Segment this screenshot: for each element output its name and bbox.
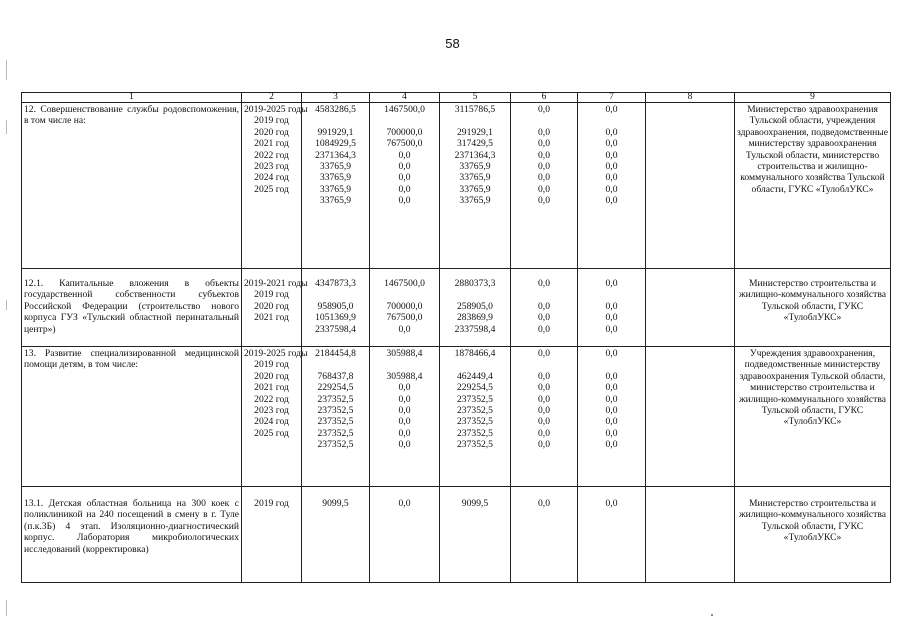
amount-cell-c7 xyxy=(578,269,646,347)
amount-value: 237352,5 xyxy=(457,416,493,428)
amount-value: 0,0 xyxy=(538,323,550,335)
amount-value: 0,0 xyxy=(605,498,618,509)
amount-value: 237352,5 xyxy=(317,393,354,405)
amount-value: 0,0 xyxy=(538,498,550,509)
amount-value: 0,0 xyxy=(605,300,618,312)
row-title: 13.1. Детская областная больница на 300 коек с поликлиникой на 240 посещений в смену в г. Туле (п.к.3Б) 4 этап. Изоляционно-диагностический корпус. Лаборатория микробиологических исследований (корректировка) xyxy=(22,487,242,583)
amount-value: 33765,9 xyxy=(459,195,491,207)
amount-value: 0,0 xyxy=(605,427,618,439)
amount-value: 0,0 xyxy=(538,161,550,173)
period-label: 2023 год xyxy=(254,161,289,173)
amount-value: 0,0 xyxy=(538,312,550,324)
amount-value: 3115786,5 xyxy=(454,104,496,115)
amount-value: 0,0 xyxy=(605,405,618,417)
table-row xyxy=(22,487,891,583)
amount-value: 2337598,4 xyxy=(315,323,356,335)
amount-value xyxy=(372,289,437,300)
amount-value: 9099,5 xyxy=(322,498,349,509)
amount-value: 4583286,5 xyxy=(315,104,356,115)
amount-value: 33765,9 xyxy=(459,183,491,195)
amount-value: 0,0 xyxy=(398,427,411,439)
amount-value: 33765,9 xyxy=(459,172,491,184)
column-number: 1 xyxy=(22,93,242,103)
amount-value xyxy=(513,359,575,370)
amount-value: 0,0 xyxy=(538,195,550,207)
amount-value: 0,0 xyxy=(605,323,618,335)
amount-value xyxy=(580,115,643,126)
amount-value: 0,0 xyxy=(398,405,411,417)
table-row xyxy=(22,269,891,347)
amount-value xyxy=(304,289,367,300)
executor-cell: Министерство строительства и жилищно-коммунального хозяйства Тульской области, ГУКС «ТулоблУКС» xyxy=(735,269,891,347)
amount-value: 0,0 xyxy=(538,278,550,289)
amount-value: 33765,9 xyxy=(319,161,352,173)
period-label: 2019 год xyxy=(254,289,289,301)
amount-value: 0,0 xyxy=(398,161,411,173)
amount-value: 1878466,4 xyxy=(454,348,496,359)
amount-cell-c4 xyxy=(370,269,440,347)
amount-value: 0,0 xyxy=(398,172,411,184)
period-label: 2021 год xyxy=(254,138,289,150)
amount-value xyxy=(304,115,367,126)
amount-value: 0,0 xyxy=(398,183,411,195)
amount-cell-c7 xyxy=(578,347,646,487)
amount-cell-c6 xyxy=(511,347,578,487)
amount-value: 0,0 xyxy=(538,183,550,195)
amount-cell-c4 xyxy=(370,103,440,269)
amount-value xyxy=(513,115,575,126)
amount-value: 0,0 xyxy=(605,348,618,359)
margin-mark xyxy=(6,300,7,310)
column-number: 2 xyxy=(242,93,302,103)
table-row xyxy=(22,347,891,487)
amount-value: 229254,5 xyxy=(317,382,354,394)
amount-value: 767500,0 xyxy=(386,138,423,150)
amount-cell-c5 xyxy=(440,347,511,487)
amount-value: 258905,0 xyxy=(457,300,493,312)
amount-value: 0,0 xyxy=(538,439,550,451)
amount-value: 237352,5 xyxy=(457,439,493,451)
amount-cell-c3 xyxy=(302,269,370,347)
period-label: 2020 год xyxy=(254,370,289,382)
period-label: 2019-2025 годы xyxy=(244,104,308,115)
amount-value: 2337598,4 xyxy=(454,323,496,335)
amount-value: 0,0 xyxy=(605,382,618,394)
amount-value: 1467500,0 xyxy=(384,278,425,289)
amount-value: 1467500,0 xyxy=(384,104,425,115)
amount-cell-c8 xyxy=(646,487,735,583)
amount-value xyxy=(372,359,437,370)
period-cell xyxy=(242,103,308,269)
period-label: 2025 год xyxy=(254,427,289,439)
amount-cell-c4 xyxy=(370,347,440,487)
amount-value xyxy=(442,289,508,300)
period-cell xyxy=(242,269,308,347)
amount-value: 0,0 xyxy=(605,104,618,115)
amount-value: 0,0 xyxy=(605,161,618,173)
amount-value: 33765,9 xyxy=(459,161,491,173)
executor-cell: Учреждения здравоохранения, подведомственные министерству здравоохранения Тульской области, министерство строительства и жилищно-коммунального хозяйства Тульской области, ГУКС «ТулоблУКС» xyxy=(735,347,891,487)
amount-cell-c6 xyxy=(511,487,578,583)
amount-value: 0,0 xyxy=(538,405,550,417)
column-number: 6 xyxy=(511,93,578,103)
margin-mark xyxy=(6,60,7,80)
amount-value: 1051369,9 xyxy=(315,312,356,324)
amount-value: 768437,8 xyxy=(317,370,354,382)
amount-value: 305988,4 xyxy=(386,348,423,359)
amount-cell-c7 xyxy=(578,103,646,269)
amount-cell-c6 xyxy=(511,103,578,269)
amount-value: 0,0 xyxy=(398,149,411,161)
column-number: 4 xyxy=(370,93,440,103)
amount-value: 0,0 xyxy=(398,195,411,207)
amount-value: 0,0 xyxy=(538,149,550,161)
amount-cell-c8 xyxy=(646,103,735,269)
amount-value: 33765,9 xyxy=(319,195,352,207)
amount-cell-c5 xyxy=(440,269,511,347)
amount-value: 237352,5 xyxy=(457,393,493,405)
amount-value: 0,0 xyxy=(605,278,618,289)
amount-value: 237352,5 xyxy=(317,439,354,451)
scan-speck xyxy=(711,614,713,616)
margin-mark xyxy=(6,120,7,134)
amount-value: 283869,9 xyxy=(457,312,493,324)
amount-value: 0,0 xyxy=(398,416,411,428)
period-label: 2019 год xyxy=(254,359,289,371)
amount-value: 0,0 xyxy=(605,138,618,150)
amount-cell-c6 xyxy=(511,269,578,347)
margin-mark xyxy=(6,600,7,616)
amount-value: 2184454,8 xyxy=(315,348,356,359)
amount-value: 0,0 xyxy=(538,104,550,115)
amount-cell-c3 xyxy=(302,487,370,583)
amount-value: 2371364,3 xyxy=(315,149,356,161)
amount-value xyxy=(442,115,508,126)
amount-value: 291929,1 xyxy=(457,126,493,138)
executor-cell: Министерство здравоохранения Тульской области, учреждения здравоохранения, подведомственные министерству здравоохранения Тульской области, министерство строительства и жилищно-коммунального хозяйства Тульской области, ГУКС «ТулоблУКС» xyxy=(735,103,891,269)
period-label: 2024 год xyxy=(254,416,289,428)
page-number: 58 xyxy=(445,36,460,51)
amount-value: 0,0 xyxy=(605,439,618,451)
amount-value: 237352,5 xyxy=(457,427,493,439)
amount-value: 0,0 xyxy=(605,149,618,161)
amount-value: 237352,5 xyxy=(317,427,354,439)
amount-value: 2880373,3 xyxy=(454,278,496,289)
table-body xyxy=(22,93,891,583)
column-number: 5 xyxy=(440,93,511,103)
period-label: 2022 год xyxy=(254,393,289,405)
amount-value: 0,0 xyxy=(538,382,550,394)
amount-cell-c3 xyxy=(302,103,370,269)
amount-value: 0,0 xyxy=(538,126,550,138)
column-number-row xyxy=(22,93,891,103)
period-label: 2020 год xyxy=(254,126,289,138)
amount-value: 700000,0 xyxy=(386,300,423,312)
amount-value: 237352,5 xyxy=(457,405,493,417)
amount-value: 33765,9 xyxy=(319,172,352,184)
period-cell xyxy=(242,347,308,487)
budget-table xyxy=(21,92,891,583)
amount-value xyxy=(513,289,575,300)
amount-value: 237352,5 xyxy=(317,416,354,428)
amount-value: 0,0 xyxy=(398,498,411,509)
amount-value: 0,0 xyxy=(398,393,411,405)
amount-value: 0,0 xyxy=(538,172,550,184)
amount-value: 0,0 xyxy=(538,300,550,312)
amount-value: 0,0 xyxy=(398,439,411,451)
amount-cell-c3 xyxy=(302,347,370,487)
amount-value: 237352,5 xyxy=(317,405,354,417)
amount-value: 0,0 xyxy=(605,126,618,138)
amount-cell-c7 xyxy=(578,487,646,583)
amount-value: 33765,9 xyxy=(319,183,352,195)
amount-cell-c8 xyxy=(646,347,735,487)
amount-value: 0,0 xyxy=(398,382,411,394)
executor-cell: Министерство строительства и жилищно-коммунального хозяйства Тульской области, ГУКС «ТулоблУКС» xyxy=(735,487,891,583)
column-number: 3 xyxy=(302,93,370,103)
amount-value: 0,0 xyxy=(538,348,550,359)
amount-value: 0,0 xyxy=(605,172,618,184)
amount-value xyxy=(304,359,367,370)
amount-value: 4347873,3 xyxy=(315,278,356,289)
amount-value xyxy=(442,359,508,370)
amount-value: 767500,0 xyxy=(386,312,423,324)
amount-value: 0,0 xyxy=(605,416,618,428)
period-label: 2021 год xyxy=(254,312,289,324)
period-label: 2020 год xyxy=(254,300,289,312)
amount-value: 0,0 xyxy=(605,393,618,405)
amount-cell-c5 xyxy=(440,487,511,583)
amount-value: 0,0 xyxy=(398,323,411,335)
amount-value: 0,0 xyxy=(538,416,550,428)
amount-value: 958905,0 xyxy=(317,300,354,312)
amount-value: 0,0 xyxy=(605,195,618,207)
period-label: 2022 год xyxy=(254,149,289,161)
amount-value: 0,0 xyxy=(538,427,550,439)
amount-cell-c5 xyxy=(440,103,511,269)
period-cell xyxy=(242,487,302,583)
row-title: 12.1. Капитальные вложения в объекты государственной собственности субъектов Российской Федерации (строительство нового корпуса ГУЗ «Тульский областной перинатальный центр») xyxy=(22,269,242,347)
period-label: 2021 год xyxy=(254,382,289,394)
amount-value: 700000,0 xyxy=(386,126,423,138)
amount-value: 9099,5 xyxy=(461,498,489,509)
period-label: 2025 год xyxy=(254,183,289,195)
amount-value xyxy=(580,289,643,300)
row-title: 12. Совершенствование службы родовспоможения, в том числе на: xyxy=(22,103,242,269)
amount-value: 0,0 xyxy=(538,138,550,150)
amount-value: 229254,5 xyxy=(457,382,493,394)
amount-value: 1084929,5 xyxy=(315,138,356,150)
period-label: 2019 год xyxy=(254,115,289,127)
period-label: 2023 год xyxy=(254,405,289,417)
amount-value: 462449,4 xyxy=(457,370,493,382)
amount-value: 317429,5 xyxy=(457,138,493,150)
period-label: 2019-2025 годы xyxy=(244,348,308,359)
period-label: 2019 год xyxy=(254,498,289,509)
amount-cell-c8 xyxy=(646,269,735,347)
amount-value: 991929,1 xyxy=(317,126,354,138)
amount-value: 0,0 xyxy=(538,393,550,405)
amount-value: 0,0 xyxy=(605,312,618,324)
column-number: 9 xyxy=(735,93,891,103)
column-number: 7 xyxy=(578,93,646,103)
period-label: 2019-2021 годы xyxy=(244,278,308,289)
amount-value: 0,0 xyxy=(605,370,618,382)
column-number: 8 xyxy=(646,93,735,103)
amount-cell-c4 xyxy=(370,487,440,583)
table-row xyxy=(22,103,891,269)
amount-value: 0,0 xyxy=(538,370,550,382)
row-title: 13. Развитие специализированной медицинской помощи детям, в том числе: xyxy=(22,347,242,487)
amount-value xyxy=(372,115,437,126)
period-label: 2024 год xyxy=(254,172,289,184)
amount-value: 305988,4 xyxy=(386,370,423,382)
amount-value: 0,0 xyxy=(605,183,618,195)
amount-value: 2371364,3 xyxy=(454,149,496,161)
amount-value xyxy=(580,359,643,370)
